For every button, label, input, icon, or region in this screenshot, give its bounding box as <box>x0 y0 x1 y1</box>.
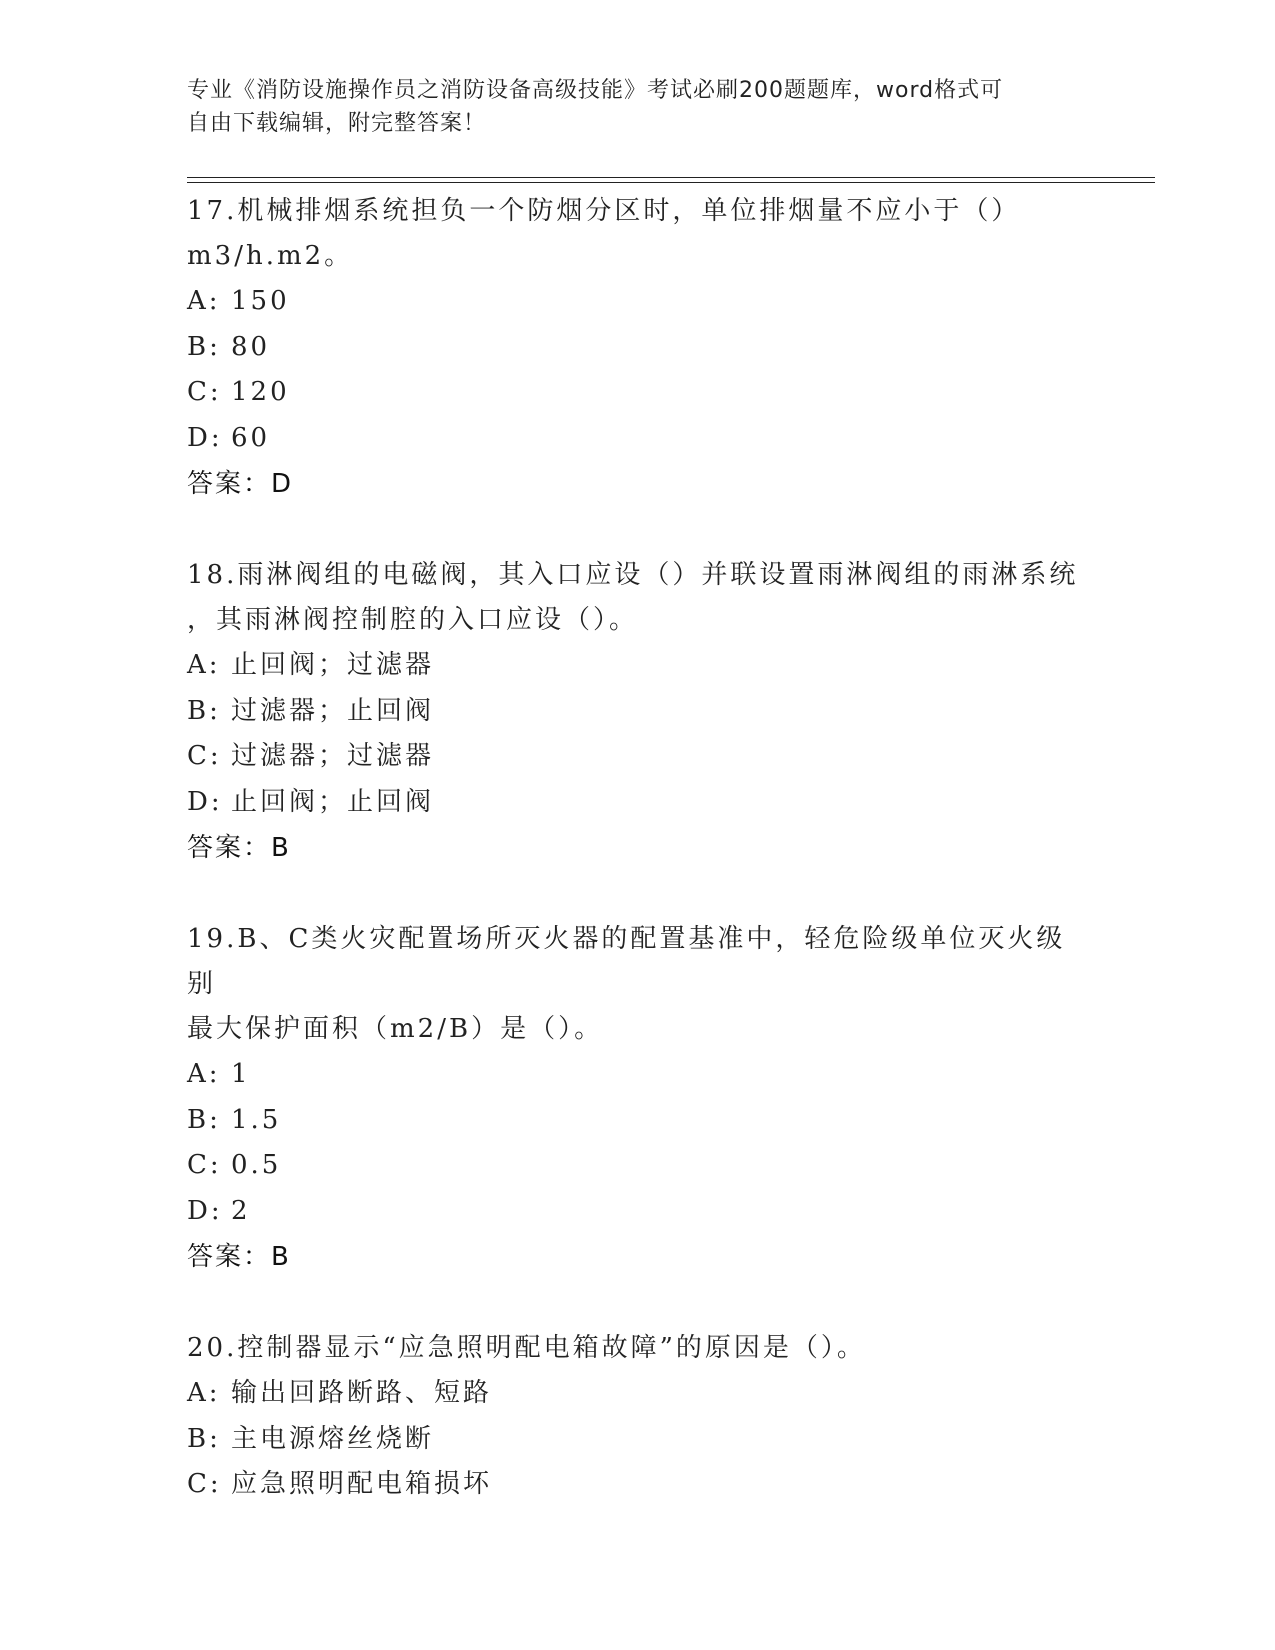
option-c <box>187 1462 1087 1508</box>
option-letter: B: <box>187 331 221 362</box>
answer-line: 答案：B <box>187 833 291 863</box>
question-17 <box>187 189 1087 507</box>
option-letter: C: <box>187 1150 222 1180</box>
option-letter: A: <box>187 650 221 680</box>
option-text: 2 <box>231 1195 251 1226</box>
question-20 <box>187 1326 1087 1508</box>
option-text: 应急照明配电箱损坏 <box>231 1469 493 1499</box>
question-stem: 17.机械排烟系统担负一个防烟分区时，单位排烟量不应小于（） <box>187 196 1021 226</box>
option-text: 止回阀；止回阀 <box>231 786 435 817</box>
option-letter: A: <box>187 1059 221 1089</box>
question-list <box>187 189 1087 1554</box>
option-text: 120 <box>231 377 290 407</box>
option-text: 60 <box>231 422 271 453</box>
header-line-2: 自由下载编辑，附完整答案！ <box>187 111 487 136</box>
option-letter: C: <box>187 1469 222 1499</box>
option-text: 输出回路断路、短路 <box>231 1378 493 1408</box>
option-text: 80 <box>231 331 271 362</box>
option-letter: D: <box>187 422 223 453</box>
header-divider-top <box>187 177 1155 178</box>
option-b <box>187 1417 1087 1463</box>
option-text: 0.5 <box>231 1150 282 1180</box>
option-d <box>187 1189 1087 1235</box>
answer-line: 答案：B <box>187 1242 291 1272</box>
option-letter: D: <box>187 786 223 817</box>
option-a <box>187 643 1087 689</box>
question-stem-continued: ，其雨淋阀控制腔的入口应设（）。 <box>187 605 639 635</box>
option-text: 1.5 <box>231 1104 282 1135</box>
question-stem-continued: 最大保护面积（m2/B）是（）。 <box>187 1014 604 1044</box>
option-a <box>187 1371 1087 1417</box>
option-b <box>187 1098 1087 1144</box>
option-text: 150 <box>231 286 290 316</box>
option-d <box>187 416 1087 462</box>
option-c <box>187 370 1087 416</box>
option-text: 主电源熔丝烧断 <box>231 1423 435 1454</box>
option-a <box>187 1052 1087 1098</box>
option-text: 止回阀；过滤器 <box>231 650 435 680</box>
option-letter: A: <box>187 1378 221 1408</box>
question-18 <box>187 553 1087 871</box>
option-text: 过滤器；止回阀 <box>231 695 435 726</box>
question-stem-continued: m3/h.m2。 <box>187 241 354 271</box>
option-letter: C: <box>187 741 222 771</box>
option-text: 过滤器；过滤器 <box>231 741 435 771</box>
option-text: 1 <box>231 1059 251 1089</box>
answer-line: 答案：D <box>187 469 294 499</box>
header-line-1: 专业《消防设施操作员之消防设备高级技能》考试必刷200题题库，word格式可 <box>187 78 1004 103</box>
option-d <box>187 780 1087 826</box>
question-stem: 19.B、C类火灾配置场所灭火器的配置基准中，轻危险级单位灭火级别 <box>187 924 1066 999</box>
option-b <box>187 689 1087 735</box>
option-letter: A: <box>187 286 221 316</box>
header-divider-bottom <box>187 182 1155 183</box>
document-header <box>187 74 1087 140</box>
option-c <box>187 1143 1087 1189</box>
question-stem: 18.雨淋阀组的电磁阀，其入口应设（）并联设置雨淋阀组的雨淋系统 <box>187 560 1079 590</box>
option-letter: B: <box>187 695 221 726</box>
question-stem: 20.控制器显示“应急照明配电箱故障”的原因是（）。 <box>187 1333 866 1363</box>
option-c <box>187 734 1087 780</box>
option-letter: C: <box>187 377 222 407</box>
option-letter: D: <box>187 1195 223 1226</box>
option-letter: B: <box>187 1423 221 1454</box>
option-letter: B: <box>187 1104 221 1135</box>
option-a <box>187 279 1087 325</box>
option-b <box>187 325 1087 371</box>
question-19 <box>187 917 1087 1280</box>
